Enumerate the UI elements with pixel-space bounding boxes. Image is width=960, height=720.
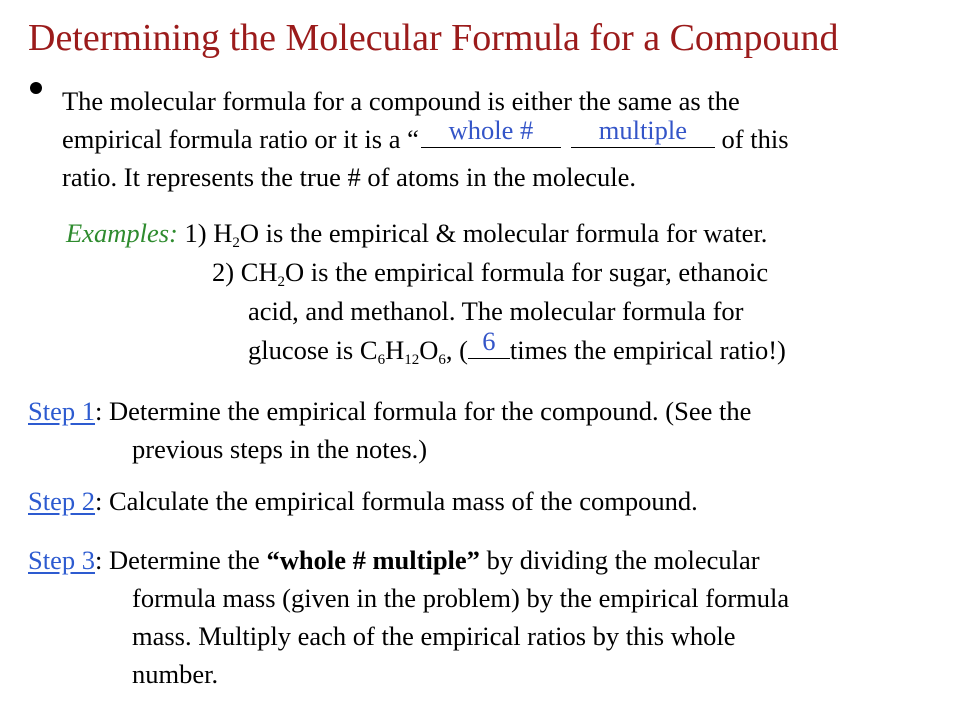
- definition-line-2-end: of this: [714, 124, 789, 154]
- formula-water-h-subscript: 2: [232, 235, 240, 251]
- step-3-bold-term: “whole # multiple”: [266, 545, 480, 575]
- answer-whole-number: whole #: [448, 115, 534, 145]
- step-3-text-pre: : Determine the: [95, 545, 267, 575]
- step-2-label: Step 2: [28, 486, 95, 516]
- step-3-text-post: by dividing the molecular: [479, 545, 760, 575]
- step-1-label: Step 1: [28, 396, 95, 426]
- step-2: [28, 482, 698, 520]
- formula-ch: CH: [240, 257, 278, 287]
- glucose-paren: , (: [445, 335, 468, 365]
- step-1-continuation: previous steps in the notes.): [132, 434, 428, 464]
- formula-ch-subscript: 2: [277, 274, 286, 290]
- glucose-h-subscript: 12: [404, 352, 420, 368]
- example-2-line-2: acid, and methanol. The molecular formula for: [248, 296, 744, 326]
- answer-times: 6: [482, 326, 496, 356]
- example-2-text: O is the empirical formula for sugar, ethanoic: [285, 257, 769, 287]
- formula-water-h: H: [213, 218, 233, 248]
- glucose-text: glucose is C: [248, 335, 378, 365]
- definition-paragraph: [62, 82, 789, 196]
- bullet-icon: [30, 82, 42, 94]
- examples-label: Examples:: [66, 218, 178, 248]
- blank-whole-number: [421, 115, 561, 148]
- step-3-continuation-2: mass. Multiply each of the empirical ratios by this whole: [132, 621, 736, 651]
- blank-times: [468, 326, 510, 359]
- definition-line-2: [62, 115, 789, 158]
- step-3: [28, 541, 789, 693]
- definition-line-3: ratio. It represents the true # of atoms in the molecule.: [62, 162, 636, 192]
- step-3-label: Step 3: [28, 545, 95, 575]
- example-1-number: 1): [177, 218, 214, 248]
- example-1: [66, 214, 767, 252]
- step-3-first-line: [28, 545, 760, 575]
- glucose-o-subscript: 6: [438, 352, 446, 368]
- example-2-line-3: [248, 326, 786, 369]
- example-2-line-1: [212, 253, 768, 291]
- definition-line-2-text: empirical formula ratio or it is a “: [62, 124, 419, 154]
- example-2-number: 2): [212, 257, 241, 287]
- step-3-continuation-1: formula mass (given in the problem) by the empirical formula: [132, 583, 790, 613]
- step-1-first-line: [28, 396, 751, 426]
- step-2-text: : Calculate the empirical formula mass of the compound.: [95, 486, 698, 516]
- step-1: [28, 392, 751, 468]
- glucose-o: O: [419, 335, 439, 365]
- example-1-text: O is the empirical & molecular formula for water.: [239, 218, 768, 248]
- slide-title: Determining the Molecular Formula for a Compound: [28, 17, 839, 59]
- glucose-c-subscript: 6: [377, 352, 386, 368]
- step-3-continuation-3: number.: [132, 659, 219, 689]
- answer-multiple: multiple: [598, 115, 688, 145]
- definition-line-1: The molecular formula for a compound is either the same as the: [62, 86, 740, 116]
- glucose-h: H: [385, 335, 405, 365]
- blank-multiple: [571, 115, 715, 148]
- step-1-text: : Determine the empirical formula for the compound. (See the: [95, 396, 752, 426]
- glucose-end-text: times the empirical ratio!): [509, 335, 786, 365]
